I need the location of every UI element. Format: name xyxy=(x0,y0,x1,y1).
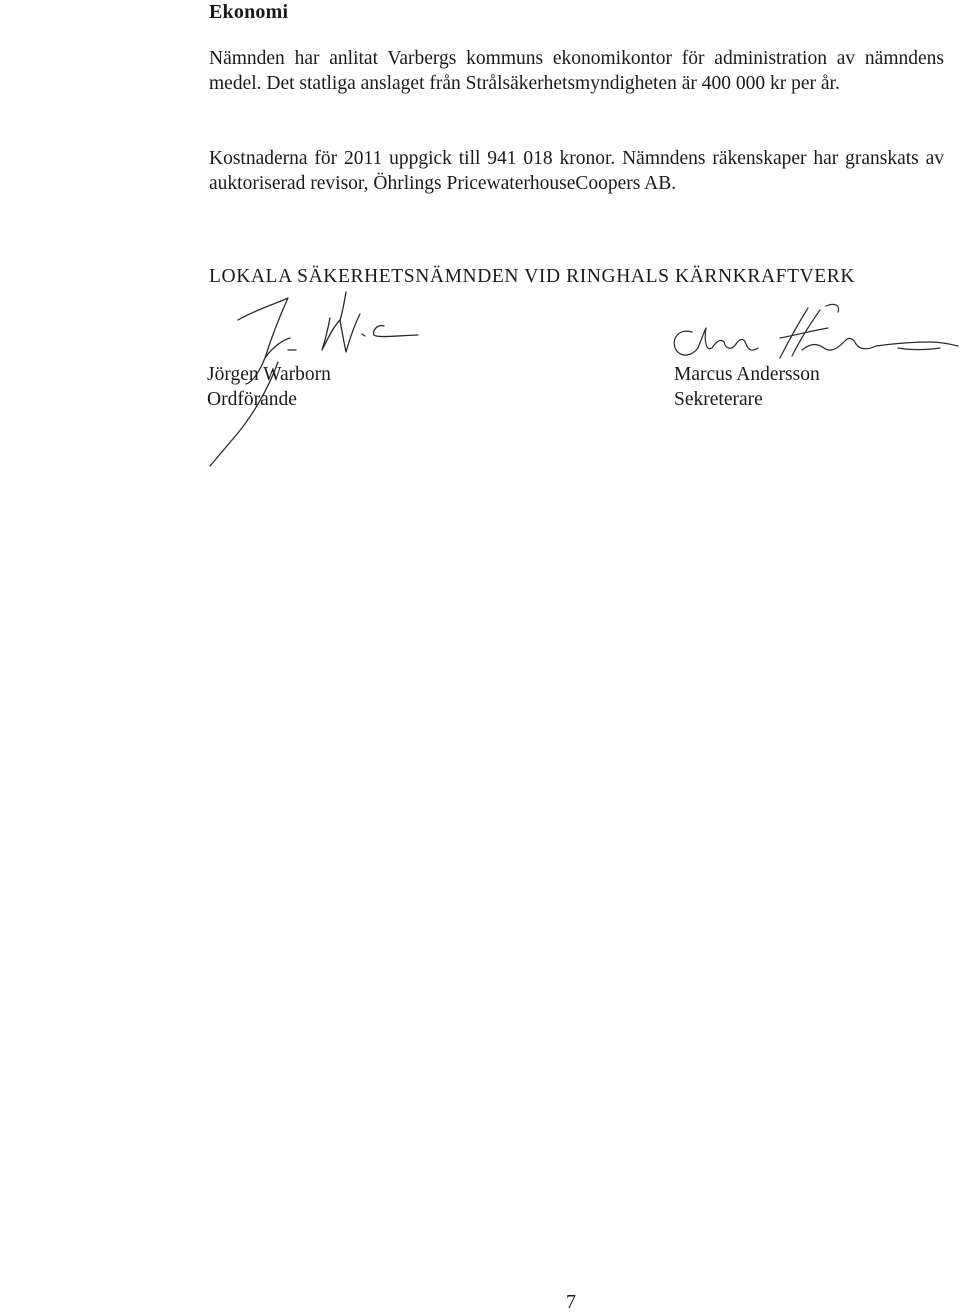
signatory-role: Ordförande xyxy=(207,389,297,410)
paragraph-funding: Nämnden har anlitat Varbergs kommuns ekonomikontor för administration av nämndens medel. Det statliga anslaget från Strålsäkerhetsmyndigheten är 400 000 kr per år. xyxy=(209,48,944,94)
signatory-chairman xyxy=(207,362,331,412)
signatory-secretary xyxy=(674,362,820,412)
organization-name: LOKALA SÄKERHETSNÄMNDEN VID RINGHALS KÄRNKRAFTVERK xyxy=(209,266,856,287)
signatory-name: Marcus Andersson xyxy=(674,364,820,385)
section-heading: Ekonomi xyxy=(209,1,289,23)
signature-secretary xyxy=(640,298,960,368)
signatory-role: Sekreterare xyxy=(674,389,763,410)
signatory-name: Jörgen Warborn xyxy=(207,364,331,385)
page-number: 7 xyxy=(566,1291,576,1313)
paragraph-costs: Kostnaderna för 2011 uppgick till 941 018 kronor. Nämndens räkenskaper har granskats av auktoriserad revisor, Öhrlings PricewaterhouseCoopers AB. xyxy=(209,148,944,194)
